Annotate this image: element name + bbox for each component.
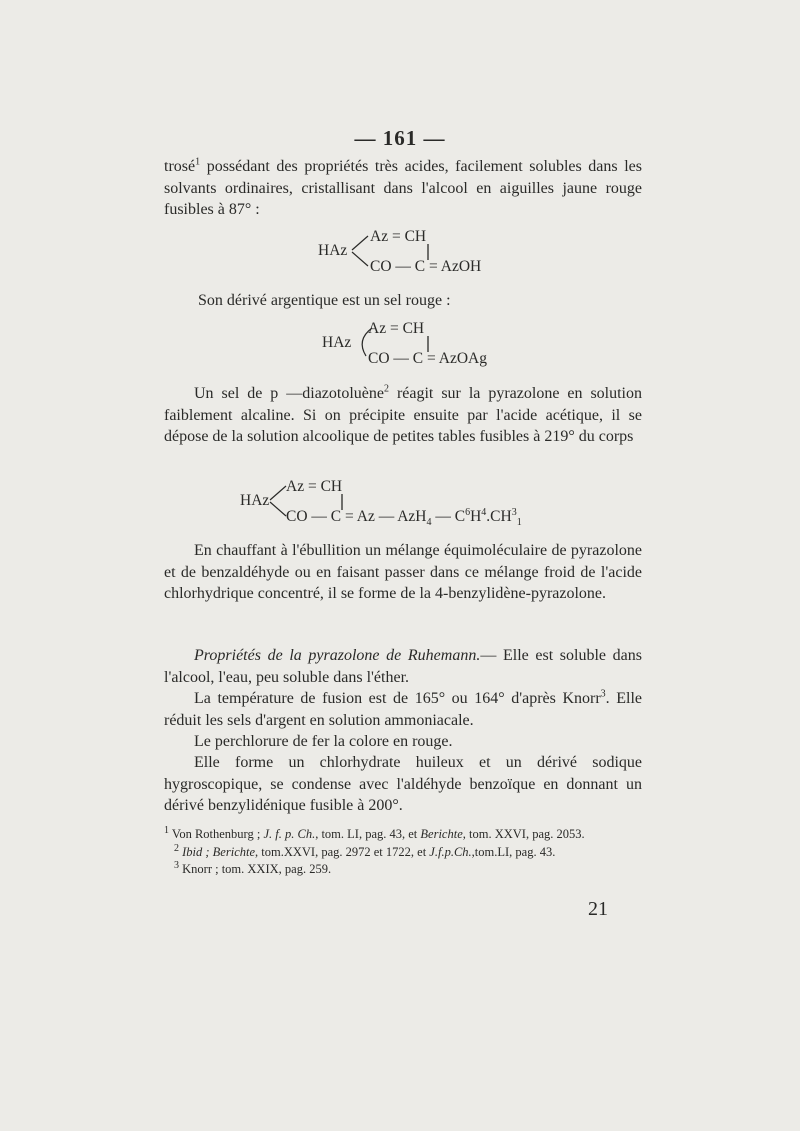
formula-1	[318, 226, 518, 278]
formula-3-top: Az = CH	[286, 478, 343, 495]
paragraph-7	[164, 731, 642, 753]
footnote-ref-2: 2	[384, 383, 389, 395]
para7-text: Le perchlorure de fer la colore en rouge.	[194, 733, 453, 750]
footnote-2-text-b: , tom.XXVI, pag. 2972 et 1722, et	[255, 844, 430, 859]
para1-text-a: trosé	[164, 158, 196, 175]
formula-3-haz: HAz	[240, 492, 270, 509]
footnote-3-text: Knorr ; tom. XXIX, pag. 259.	[182, 862, 332, 876]
footnote-2-text-c: ,tom.LI, pag. 43.	[471, 844, 556, 859]
footnote-1	[164, 826, 642, 844]
footnote-1-ital-b: Berichte	[420, 827, 463, 841]
paragraph-4	[164, 540, 642, 605]
footnote-ref-3: 3	[600, 688, 606, 700]
footnote-2-num: 2	[174, 842, 179, 854]
footnote-1-ital-a: J. f. p. Ch.	[263, 827, 316, 841]
para5-text: — Elle est soluble dans l'alcool, l'eau, peu soluble dans l'éther.	[164, 647, 642, 686]
footnotes	[164, 826, 642, 879]
formula-1-haz: HAz	[318, 242, 348, 259]
paragraph-5	[164, 645, 642, 688]
footnote-3	[164, 861, 642, 879]
formula-2-haz: HAz	[322, 334, 352, 351]
formula-3-bottom	[286, 506, 522, 529]
formula-3-h: H	[470, 508, 482, 525]
formula-3-mid: — C	[431, 508, 466, 525]
formula-3-sup3: 3	[511, 506, 517, 518]
para6-text-b: . Elle réduit les sels d'argent en solution ammoniacale.	[164, 690, 642, 729]
para8-text: Elle forme un chlorhydrate huileux et un dérivé sodique hygroscopique, se condense avec l'aldéhyde benzoïque en donnant un dérivé benzylidénique fusible à 200°.	[164, 754, 642, 814]
footnote-1-num: 1	[164, 824, 169, 836]
paragraph-3	[164, 383, 642, 448]
footnote-3-num: 3	[174, 859, 179, 871]
para3-text-b: réagit sur la pyrazolone en solution faiblement alcaline. Si on précipite ensuite par l'acide acétique, il se dépose de la solution alcoolique de petites tables fusibles à 219° du corps	[164, 385, 643, 445]
footnote-2	[164, 844, 642, 862]
formula-2	[322, 318, 522, 370]
para1-text-b: possédant des propriétés très acides, facilement solubles dans les solvants ordinaires, cristallisant dans l'alcool en aiguilles jaune rouge fusibles à 87° :	[164, 158, 642, 218]
formula-2-top: Az = CH	[368, 320, 425, 337]
paragraph-1	[164, 156, 642, 221]
page-number: — 161 —	[354, 126, 446, 150]
formula-2-bottom: CO — C = AzOAg	[368, 350, 487, 367]
formula-3-ch: .CH	[486, 508, 512, 525]
paragraph-2: Son dérivé argentique est un sel rouge :	[198, 292, 451, 309]
paragraph-8	[164, 752, 642, 817]
section-heading: Propriétés de la pyrazolone de Ruhemann.	[194, 647, 481, 664]
footnote-2-ital-a: Ibid ; Berichte	[182, 844, 256, 859]
footnote-ref-1: 1	[195, 156, 201, 168]
footnote-1-text-a: Von Rothenburg ;	[171, 827, 264, 841]
formula-3-sub4: 4	[426, 517, 432, 529]
para4-text: En chauffant à l'ébullition un mélange équimoléculaire de pyrazolone et de benzaldéhyde ou en faisant passer dans ce mélange froid de l'acide chlorhydrique concentré, il se forme de la 4-benzylidène-pyrazolone.	[164, 542, 642, 602]
para3-text-a: Un sel de p —diazotoluène	[194, 385, 384, 402]
para6-text-a: La température de fusion est de 165° ou 164° d'après Knorr	[194, 690, 601, 707]
formula-3	[240, 476, 600, 528]
paragraph-6	[164, 688, 642, 731]
footnote-1-text-c: , tom. XXVI, pag. 2053.	[462, 827, 585, 841]
formula-3-co: CO — C = Az — AzH	[286, 508, 427, 525]
formula-1-top: Az = CH	[370, 228, 427, 245]
footnote-1-text-b: , tom. LI, pag. 43, et	[315, 827, 421, 841]
footnote-2-ital-b: J.f.p.Ch.	[429, 844, 472, 859]
formula-3-sub1: 1	[516, 517, 522, 529]
formula-3-sup6: 6	[465, 506, 471, 518]
signature-mark: 21	[588, 898, 608, 920]
formula-1-bottom: CO — C = AzOH	[370, 258, 482, 275]
formula-3-sup4: 4	[481, 506, 487, 518]
